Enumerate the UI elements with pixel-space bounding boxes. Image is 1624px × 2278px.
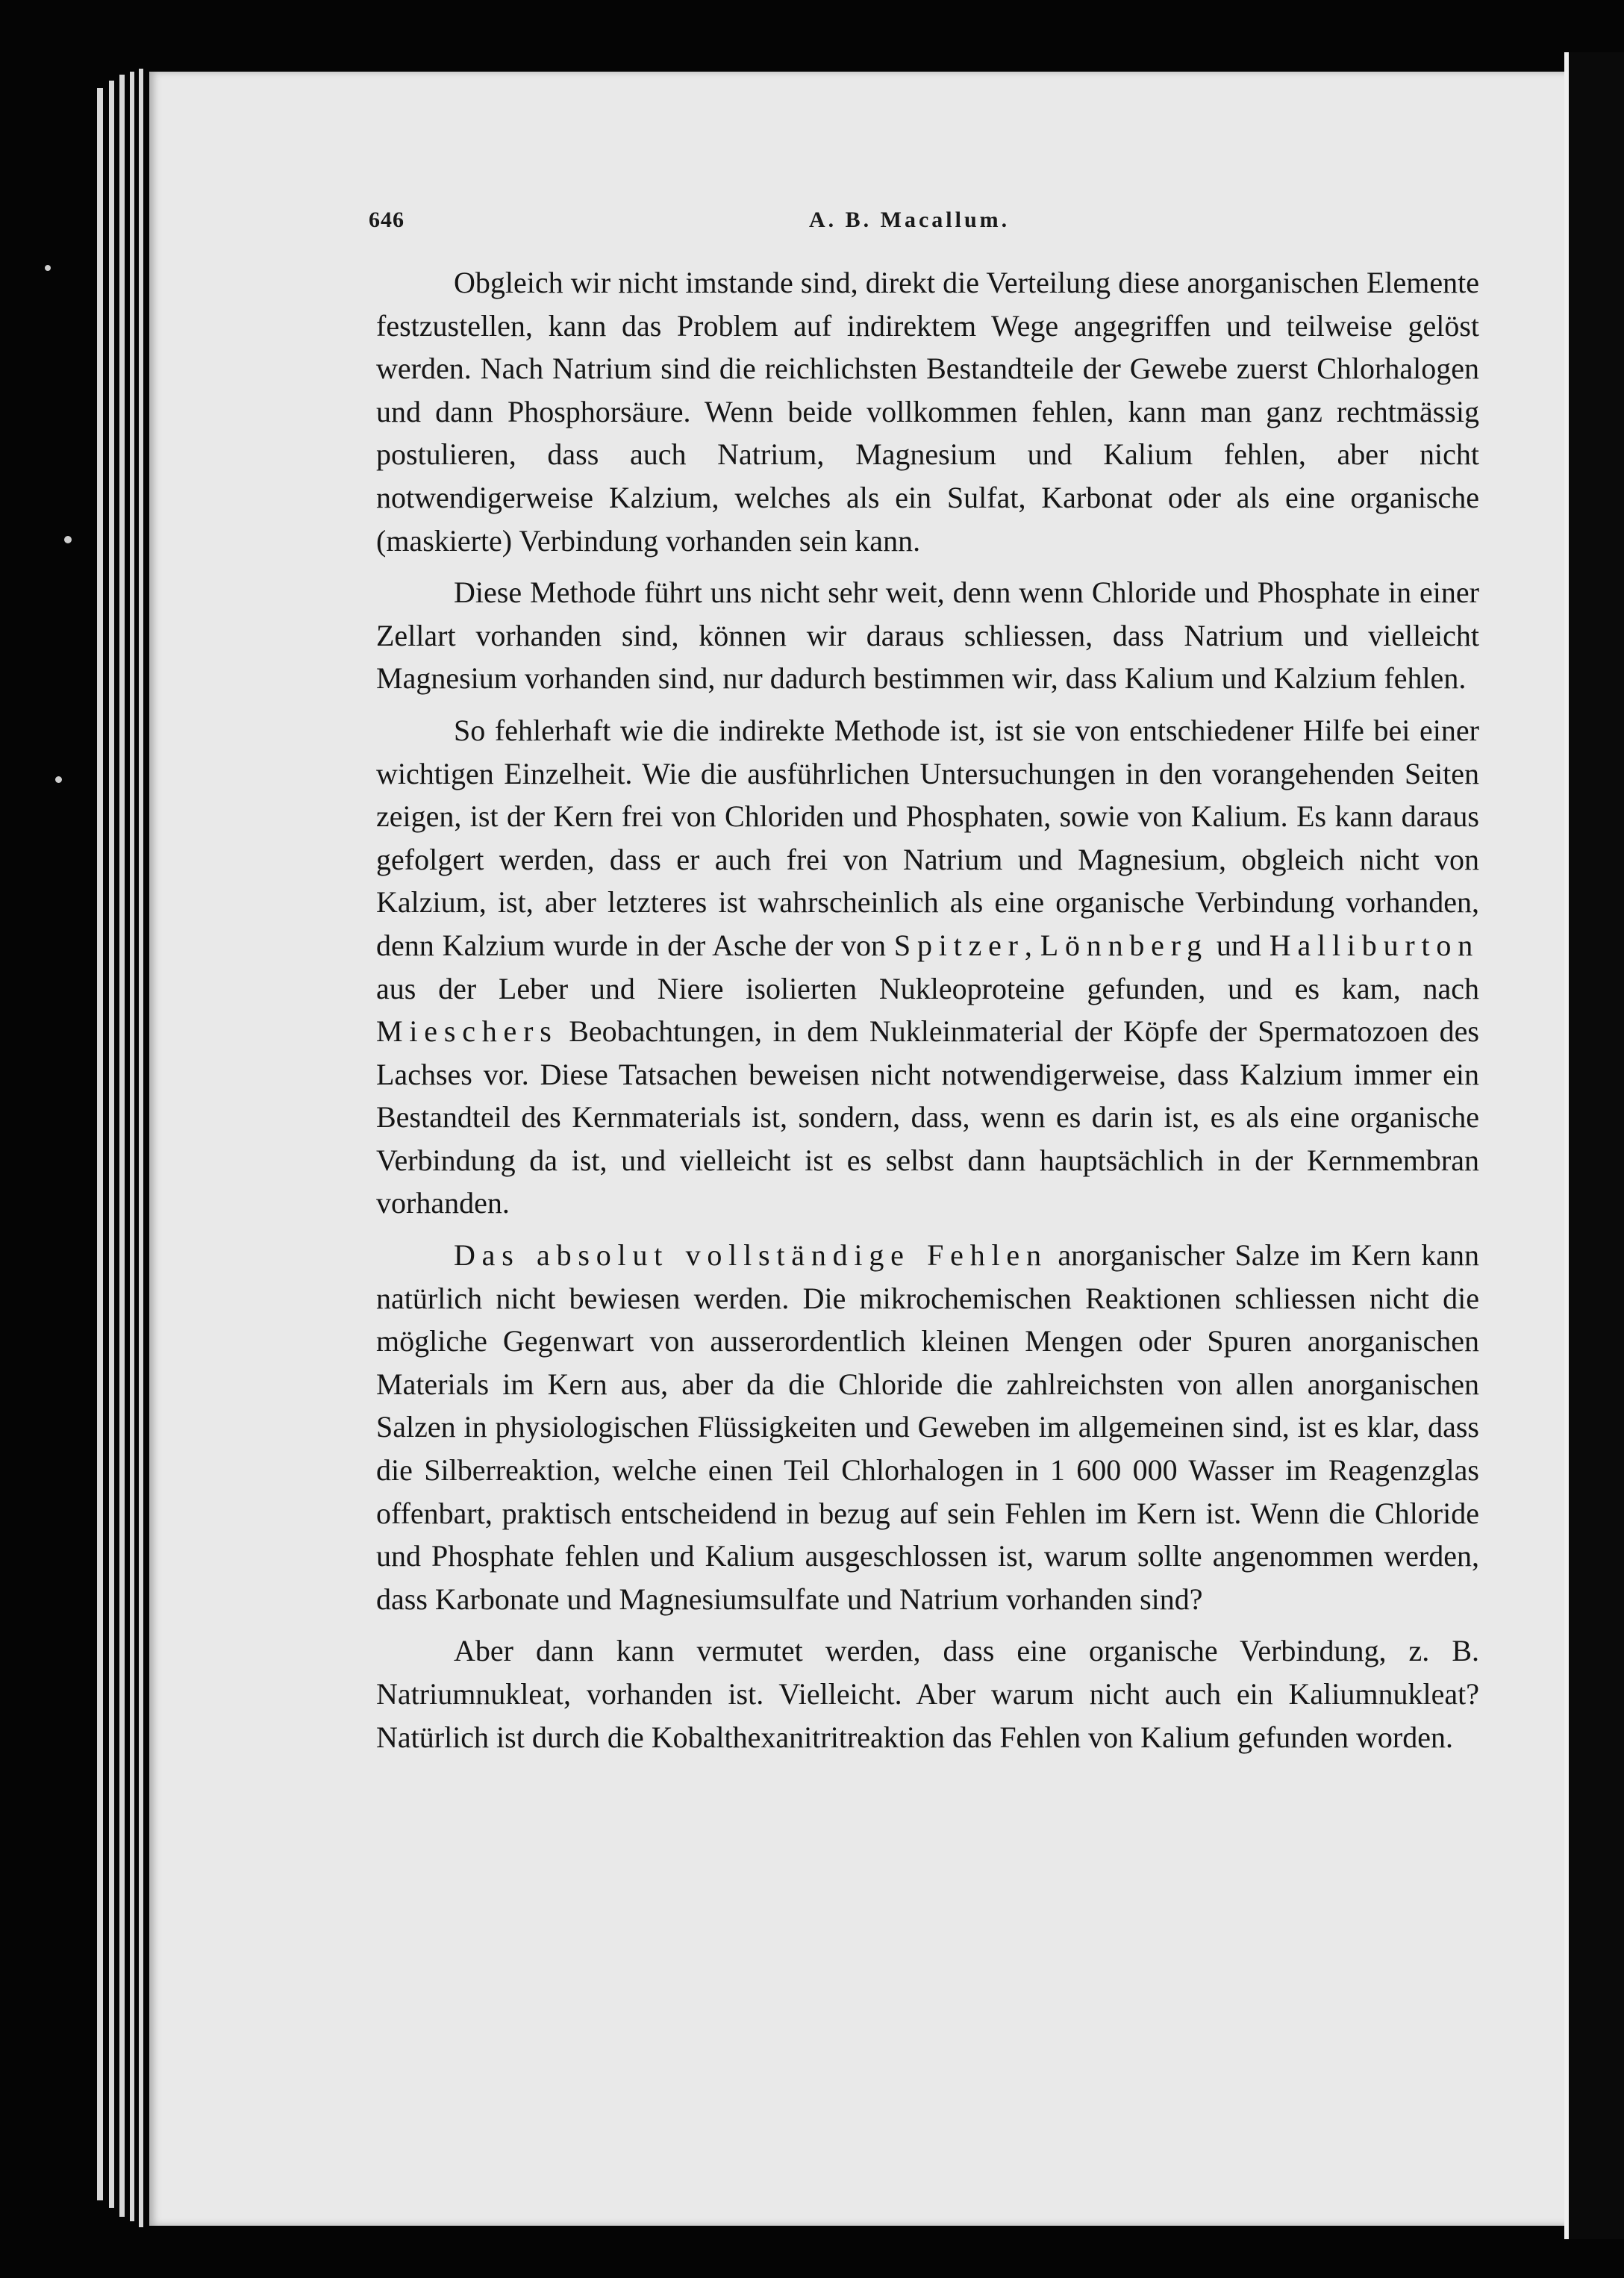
paragraph <box>376 709 1479 1225</box>
author-name-spitzer: Spitzer <box>893 928 1025 962</box>
paragraph-text: Beobachtungen, in dem Nukleinmaterial der Köpfe der Spermatozoen des Lachses vor. Diese Tatsachen beweisen nicht notwendigerweise, dass Kalzium immer ein Bestandteil des Kernmaterials ist, sondern, dass, wenn es darin ist, es als eine organische Verbindung da ist, und vielleicht ist es selbst dann hauptsächlich in der Kernmembran vorhanden. <box>376 1014 1479 1220</box>
paragraph: Obgleich wir nicht imstande sind, direkt die Verteilung diese anorganischen Elemente festzustellen, kann das Problem auf indirektem Wege angegriffen und teilweise gelöst werden. Nach Natrium sind die reichlichsten Bestandteile der Gewebe zuerst Chlorhalogen und dann Phosphorsäure. Wenn beide vollkommen fehlen, kann man ganz rechtmässig postulieren, dass auch Natrium, Magnesium und Kalium fehlen, aber nicht notwendigerweise Kalzium, welches als ein Sulfat, Karbonat oder als eine organische (maskierte) Verbindung vorhanden sein kann. <box>376 266 1479 558</box>
separator: , <box>1024 928 1040 962</box>
page-edge <box>97 88 103 2200</box>
page-edge <box>139 69 143 2227</box>
author-name-lonnberg: Lönnberg <box>1040 928 1208 962</box>
author-name-miescher: Mieschers <box>376 1014 558 1049</box>
page-edge <box>130 72 134 2221</box>
paragraph: Diese Methode führt uns nicht sehr weit, denn wenn Chloride und Phosphate in einer Zellart vorhanden sind, können wir daraus schliessen, dass Natrium und vielleicht Magnesium vorhanden sind, nur dadurch bestimmen wir, dass Kalium und Kalzium fehlen. <box>376 575 1479 696</box>
paragraph-text: anorganischer Salze im Kern kann natürlich nicht bewiesen werden. Die mikrochemischen Reaktionen schliessen nicht die mögliche Gegenwart von ausserordentlich kleinen Mengen oder Spuren anorganischen Materials im Kern aus, aber da die Chloride die zahlreichsten von allen anorganischen Salzen in physiologischen Flüssigkeiten und Geweben im allgemeinen sind, ist es klar, dass die Silberreaktion, welche einen Teil Chlorhalogen in 1 600 000 Wasser im Reagenzglas offenbart, praktisch entscheidend in bezug auf sein Fehlen im Kern ist. Wenn die Chloride und Phosphate fehlen und Kalium ausgeschlossen ist, warum sollte angenommen werden, dass Karbonate und Magnesiumsulfate und Natrium vorhanden sind? <box>376 1238 1479 1616</box>
paragraph: Aber dann kann vermutet werden, dass eine organische Verbindung, z. B. Natriumnukleat, vorhanden ist. Vielleicht. Aber warum nicht auch ein Kaliumnukleat? Natürlich ist durch die Kobalthexanitritreaktion das Fehlen von Kalium gefunden worden. <box>376 1634 1479 1754</box>
page-edge <box>109 81 114 2208</box>
scan-speck <box>55 776 62 783</box>
emphasized-phrase: Das absolut vollständige Fehlen <box>454 1238 1048 1273</box>
author-name-halliburton: Halliburton <box>1269 928 1480 962</box>
scan-speck <box>64 536 72 543</box>
paragraph-text: aus der Leber und Niere isolierten Nukleoproteine gefunden, und es kam, nach <box>376 971 1479 1005</box>
running-head-author: A. B. Macallum. <box>809 207 1011 232</box>
running-header <box>369 207 1555 245</box>
facing-page-edge <box>1564 52 1624 2239</box>
separator: und <box>1208 928 1269 962</box>
paragraph-text: So fehlerhaft wie die indirekte Methode ist, ist sie von entschiedener Hilfe bei einer wichtigen Einzelheit. Wie die ausführlichen Untersuchungen in den vorangehenden Seiten zeigen, ist der Kern frei von Chloriden und Phosphaten, sowie von Kalium. Es kann daraus gefolgert werden, dass er auch frei von Natrium und Magnesium, obgleich nicht von Kalzium, ist, aber letzteres ist wahrscheinlich als eine organische Verbindung vorhanden, denn Kalzium wurde in der Asche der von <box>376 713 1479 962</box>
body-text <box>376 261 1479 1767</box>
paragraph <box>376 1234 1479 1620</box>
page-edge <box>119 75 125 2217</box>
page-number: 646 <box>369 207 405 232</box>
scan-speck <box>45 265 51 271</box>
